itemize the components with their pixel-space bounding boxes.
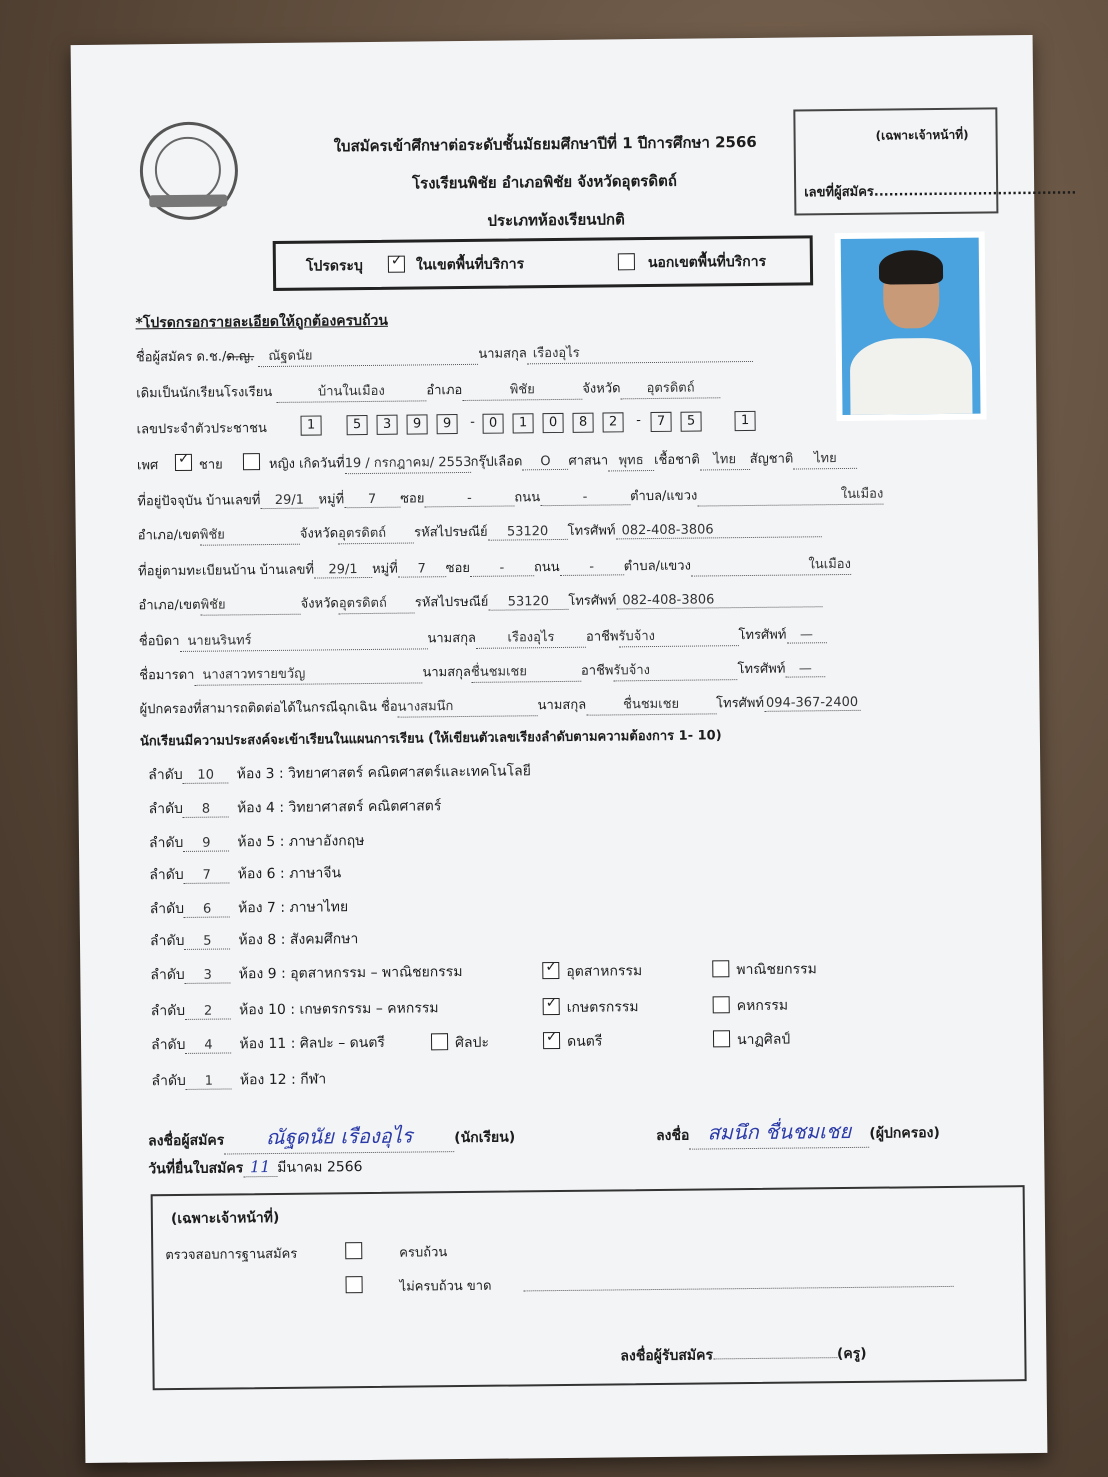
- guardian-name-field[interactable]: นางสมนึก: [397, 694, 537, 717]
- applicant-photo: [835, 232, 987, 422]
- mother-job-label: อาชีพ: [580, 663, 614, 679]
- registered-subdistrict-label: ตำบล/แขวง: [623, 558, 691, 575]
- rank-label: ลำดับ: [148, 800, 184, 818]
- receiver-signature-field[interactable]: [713, 1357, 837, 1359]
- option-label: นาฏศิลป์: [736, 1031, 791, 1049]
- applicant-signature-row: [148, 1118, 515, 1155]
- rank-label: ลำดับ: [148, 766, 183, 784]
- option-checkbox[interactable]: [713, 1030, 730, 1047]
- submit-day-field[interactable]: 11: [243, 1157, 277, 1177]
- office-use-box: [151, 1185, 1027, 1390]
- area-choice-label: โปรดระบุ: [305, 258, 363, 275]
- school-logo: [139, 121, 238, 220]
- registered-soi-label: ซอย: [445, 560, 471, 577]
- male-label: ชาย: [198, 457, 223, 473]
- father-phone-field[interactable]: —: [786, 627, 826, 643]
- missing-items-field[interactable]: [524, 1286, 954, 1292]
- in-area-label: ในเขตพื้นที่บริการ: [415, 256, 525, 274]
- guardian-surname-field[interactable]: ชื่นชมเชย: [586, 692, 716, 715]
- id-digit-box[interactable]: 1: [734, 411, 755, 431]
- blood-label: กรุ๊ปเลือด: [470, 454, 523, 470]
- office-title: (เฉพาะเจ้าหน้าที่): [170, 1209, 280, 1228]
- current-district-field[interactable]: พิชัย: [200, 523, 300, 546]
- id-digit-box[interactable]: 0: [542, 413, 563, 433]
- mother-phone-field[interactable]: —: [785, 661, 825, 677]
- rank-label: ลำดับ: [148, 834, 184, 852]
- father-job-field[interactable]: รับจ้าง: [618, 624, 738, 647]
- registered-house-no-field[interactable]: 29/1: [314, 562, 372, 579]
- application-form: [71, 35, 1077, 1463]
- plan-row: [148, 760, 531, 786]
- plan-row: [149, 830, 365, 854]
- current-province-label: จังหวัด: [299, 526, 339, 542]
- id-digit-box[interactable]: 2: [602, 412, 623, 432]
- room-label: ห้อง 4 : วิทยาศาสตร์ คณิตศาสตร์: [236, 798, 442, 817]
- current-address-label: ที่อยู่ปัจจุบัน บ้านเลขที่: [137, 493, 261, 510]
- race-field[interactable]: ไทย: [700, 448, 750, 471]
- option-checkbox[interactable]: [431, 1033, 448, 1050]
- id-digit-box[interactable]: 0: [482, 414, 503, 434]
- plan-row: [151, 997, 439, 1022]
- birth-date-field[interactable]: 19 / กรกฎาคม/ 2553: [345, 451, 471, 474]
- registered-province-field[interactable]: อุตรดิตถ์: [339, 592, 415, 615]
- rank-field[interactable]: 8: [183, 801, 229, 817]
- staff-only-label: (เฉพาะเจ้าหน้าที่): [875, 127, 969, 143]
- room-label: ห้อง 6 : ภาษาจีน: [237, 865, 342, 883]
- plan-row: [148, 795, 441, 820]
- form-title: ใบสมัครเข้าศึกษาต่อระดับชั้นมัธยมศึกษาปีที่ 1 ปีการศึกษา 2566: [333, 132, 757, 156]
- complete-checkbox[interactable]: [345, 1242, 362, 1259]
- registered-postcode-label: รหัสไปรษณีย์: [414, 594, 489, 611]
- guardian-phone-label: โทรศัพท์: [716, 695, 765, 712]
- surname-label: นามสกุล: [478, 346, 527, 362]
- id-digit-box[interactable]: 8: [572, 413, 593, 433]
- registered-district-label: อำเภอ/เขต: [138, 597, 201, 614]
- mother-row: [139, 657, 825, 686]
- id-digit-box[interactable]: 7: [650, 412, 671, 432]
- male-checkbox[interactable]: ✓: [175, 454, 192, 471]
- service-area-choice: [273, 235, 813, 291]
- guardian-surname-label: นามสกุล: [537, 697, 587, 714]
- father-surname-field[interactable]: เรืองอุไร: [476, 626, 586, 649]
- mother-surname-field[interactable]: ชื่นชมเชย: [471, 660, 581, 683]
- blood-field[interactable]: O: [522, 454, 568, 470]
- current-postcode-field[interactable]: 53120: [488, 524, 568, 541]
- registered-province-label: จังหวัด: [300, 596, 339, 612]
- option-checkbox[interactable]: ✓: [542, 962, 559, 979]
- guardian-label: ผู้ปกครองที่สามารถติดต่อได้ในกรณีฉุกเฉิน ชื่อ: [139, 699, 398, 718]
- religion-field[interactable]: พุทธ: [608, 449, 654, 471]
- room-label: ห้อง 12 : กีฬา: [239, 1071, 327, 1089]
- registered-district-field[interactable]: พิชัย: [200, 593, 300, 616]
- current-moo-label: หมู่ที่: [318, 492, 345, 508]
- registered-road-field[interactable]: -: [560, 559, 624, 576]
- prev-school-row: [136, 376, 721, 404]
- guardian-signature-row: [656, 1114, 940, 1150]
- applicant-role: (นักเรียน): [454, 1129, 516, 1147]
- class-type: ประเภทห้องเรียนปกติ: [487, 210, 625, 230]
- registered-moo-label: หมู่ที่: [371, 561, 398, 577]
- rank-field[interactable]: 6: [184, 901, 230, 917]
- option-checkbox[interactable]: [712, 960, 729, 977]
- rank-field[interactable]: 1: [186, 1073, 232, 1089]
- id-digit-box[interactable]: 9: [406, 414, 427, 434]
- religion-label: ศาสนา: [568, 453, 609, 469]
- room-label: ห้อง 10 : เกษตรกรรม – คหกรรม: [239, 1000, 439, 1019]
- registered-phone-field[interactable]: 082-408-3806: [616, 591, 822, 609]
- option-label: คหกรรม: [736, 997, 789, 1015]
- room-label: ห้อง 8 : สังคมศึกษา: [238, 931, 359, 949]
- mother-name-field[interactable]: นางสาวทรายขวัญ: [194, 661, 422, 685]
- room-label: ห้อง 7 : ภาษาไทย: [237, 899, 349, 917]
- current-district-label: อำเภอ/เขต: [137, 527, 200, 544]
- school-name: โรงเรียนพิชัย อำเภอพิชัย จังหวัดอุตรดิตถ์: [411, 171, 677, 193]
- father-job-label: อาชีพ: [585, 629, 619, 645]
- rank-label: ลำดับ: [150, 966, 185, 984]
- father-row: [139, 623, 827, 652]
- female-checkbox[interactable]: [243, 453, 260, 470]
- father-name-field[interactable]: นายนรินทร์: [179, 627, 427, 652]
- option-label: อุตสาหกรรม: [566, 963, 643, 980]
- rank-field[interactable]: 4: [185, 1037, 231, 1053]
- mother-job-field[interactable]: รับจ้าง: [613, 658, 737, 681]
- sex-birth-row: [137, 454, 158, 475]
- plan-heading: นักเรียนมีความประสงค์จะเข้าเรียนในแผนการเรียน (ให้เขียนตัวเลขเรียงลำดับตามความต้องการ 1- 10): [139, 728, 722, 750]
- option-checkbox[interactable]: ✓: [543, 998, 560, 1015]
- current-address-row1: [137, 483, 883, 513]
- current-road-field[interactable]: -: [540, 489, 630, 506]
- current-postcode-label: รหัสไปรษณีย์: [414, 524, 488, 541]
- name-label: ชื่อผู้สมัคร ด.ช./: [135, 349, 227, 366]
- id-digit-box[interactable]: 1: [512, 413, 533, 433]
- plan-row: [150, 961, 462, 986]
- rank-field[interactable]: 5: [184, 933, 230, 949]
- rank-label: ลำดับ: [150, 1036, 186, 1054]
- staff-only-box: [793, 107, 1077, 215]
- id-label: เลขประจำตัวประชาชน: [136, 421, 267, 438]
- id-separator: -: [470, 414, 475, 430]
- room-label: ห้อง 3 : วิทยาศาสตร์ คณิตศาสตร์และเทคโนโลยี: [236, 763, 531, 783]
- current-subdistrict-label: ตำบล/แขวง: [629, 488, 698, 505]
- guardian-row: [139, 691, 860, 721]
- rank-label: ลำดับ: [149, 900, 185, 918]
- rank-field[interactable]: 10: [183, 767, 229, 783]
- receiver-role: (ครู): [836, 1345, 867, 1363]
- current-phone-label: โทรศัพท์: [567, 523, 616, 539]
- current-soi-field[interactable]: -: [424, 490, 514, 507]
- first-name-field[interactable]: ณัฐดนัย: [258, 343, 478, 367]
- room-label: ห้อง 9 : อุตสาหกรรม – พาณิชยกรรม: [238, 964, 463, 983]
- prev-district-label: อำเภอ: [426, 382, 463, 399]
- current-subdistrict-field[interactable]: ในเมือง: [697, 483, 883, 507]
- complete-label: ครบถ้วน: [399, 1245, 448, 1261]
- id-digit-box[interactable]: 1: [300, 415, 321, 435]
- id-digit-box[interactable]: 5: [346, 415, 367, 435]
- race-label: เชื้อชาติ: [654, 452, 700, 468]
- registered-road-label: ถนน: [533, 559, 560, 576]
- current-house-no-field[interactable]: 29/1: [260, 493, 318, 510]
- prev-school-label: เดิมเป็นนักเรียนโรงเรียน: [136, 384, 273, 402]
- incomplete-checkbox[interactable]: [346, 1276, 363, 1293]
- out-area-checkbox[interactable]: [618, 253, 635, 270]
- id-digit-box[interactable]: 9: [436, 414, 457, 434]
- sex-label: เพศ: [136, 458, 159, 474]
- room-label: ห้อง 11 : ศิลปะ – ดนตรี: [239, 1034, 385, 1053]
- surname-field[interactable]: เรืองอุไร: [527, 340, 753, 364]
- in-area-checkbox[interactable]: ✓: [388, 256, 405, 273]
- prev-province-field[interactable]: อุตรดิตถ์: [620, 376, 720, 399]
- submit-month-year: มีนาคม 2566: [277, 1159, 363, 1176]
- submit-date-row: [148, 1156, 362, 1180]
- guardian-role: (ผู้ปกครอง): [869, 1125, 940, 1142]
- current-phone-field[interactable]: 082-408-3806: [615, 521, 821, 539]
- receiver-label: ลงชื่อผู้รับสมัคร: [620, 1347, 714, 1365]
- registered-address-row2: [138, 587, 822, 616]
- rank-field[interactable]: 9: [183, 835, 229, 851]
- registered-address-row1: [138, 553, 851, 582]
- current-road-label: ถนน: [514, 490, 541, 506]
- birth-label: เกิดวันที่: [299, 456, 345, 472]
- mother-label: ชื่อมารดา: [139, 667, 195, 684]
- registered-subdistrict-field[interactable]: ในเมือง: [691, 553, 851, 577]
- female-label: หญิง: [268, 456, 296, 473]
- receiver-row: [620, 1343, 866, 1368]
- registered-soi-field[interactable]: -: [470, 560, 534, 577]
- nationality-label: สัญชาติ: [749, 451, 794, 467]
- current-province-field[interactable]: อุตรดิตถ์: [338, 522, 414, 545]
- plan-row: [149, 862, 341, 886]
- option-checkbox[interactable]: ✓: [543, 1032, 560, 1049]
- plan-row: [150, 928, 359, 952]
- option-label: พาณิชยกรรม: [736, 961, 817, 979]
- prev-district-field[interactable]: พิชัย: [462, 378, 582, 401]
- rank-field[interactable]: 3: [185, 967, 231, 983]
- guardian-signature-label: ลงชื่อ: [655, 1127, 690, 1145]
- incomplete-label: ไม่ครบถ้วน ขาด: [399, 1278, 492, 1295]
- instruction: *โปรดกรอกรายละเอียดให้ถูกต้องครบถ้วน: [135, 312, 389, 332]
- birth-row: [269, 447, 858, 475]
- out-area-label: นอกเขตพื้นที่บริการ: [647, 253, 767, 272]
- rank-label: ลำดับ: [151, 1072, 186, 1090]
- nationality-field[interactable]: ไทย: [793, 447, 857, 470]
- registered-postcode-field[interactable]: 53120: [488, 594, 568, 611]
- rank-label: ลำดับ: [149, 866, 184, 884]
- mother-phone-label: โทรศัพท์: [737, 661, 786, 678]
- id-separator: -: [636, 413, 641, 429]
- plan-row: [151, 1032, 385, 1056]
- rank-field[interactable]: 7: [184, 867, 230, 883]
- submit-date-label: วันที่ยื่นใบสมัคร: [148, 1160, 244, 1178]
- name-row: [136, 340, 753, 368]
- option-label: ดนตรี: [566, 1033, 603, 1050]
- id-digit-box[interactable]: 5: [680, 411, 701, 431]
- applicant-signature-label: ลงชื่อผู้สมัคร: [148, 1132, 225, 1150]
- rank-field[interactable]: 2: [185, 1003, 231, 1019]
- guardian-signature[interactable]: สมนึก ชื่นชมเชย: [689, 1115, 869, 1150]
- prev-province-label: จังหวัด: [582, 381, 621, 397]
- applicant-signature[interactable]: ณัฐดนัย เรืองอุไร: [224, 1119, 454, 1154]
- registered-moo-field[interactable]: 7: [398, 561, 446, 578]
- father-phone-label: โทรศัพท์: [738, 627, 787, 644]
- option-label: ศิลปะ: [454, 1034, 490, 1052]
- registered-address-label: ที่อยู่ตามทะเบียนบ้าน บ้านเลขที่: [138, 562, 315, 580]
- rank-label: ลำดับ: [149, 932, 185, 950]
- applicant-number-field[interactable]: เลขที่ผู้สมัคร.........................................: [804, 182, 1077, 201]
- office-check-label: ตรวจสอบการฐานสมัคร: [165, 1246, 298, 1264]
- mother-surname-label: นามสกุล: [422, 664, 472, 681]
- registered-phone-label: โทรศัพท์: [568, 593, 617, 609]
- option-label: เกษตรกรรม: [566, 999, 639, 1016]
- rank-label: ลำดับ: [150, 1002, 186, 1020]
- id-digit-box[interactable]: 3: [376, 415, 397, 435]
- option-checkbox[interactable]: [713, 996, 730, 1013]
- father-label: ชื่อบิดา: [138, 633, 180, 650]
- current-soi-label: ซอย: [400, 491, 425, 507]
- prev-school-field[interactable]: บ้านในเมือง: [276, 379, 426, 403]
- room-label: ห้อง 5 : ภาษาอังกฤษ: [237, 833, 365, 851]
- name-label-struck: ด.ญ.: [226, 349, 255, 365]
- father-surname-label: นามสกุล: [427, 630, 477, 647]
- plan-row: [150, 896, 349, 920]
- plan-row: [151, 1068, 326, 1092]
- current-moo-field[interactable]: 7: [344, 492, 400, 509]
- current-address-row2: [138, 517, 822, 546]
- guardian-phone-field[interactable]: 094-367-2400: [765, 694, 859, 711]
